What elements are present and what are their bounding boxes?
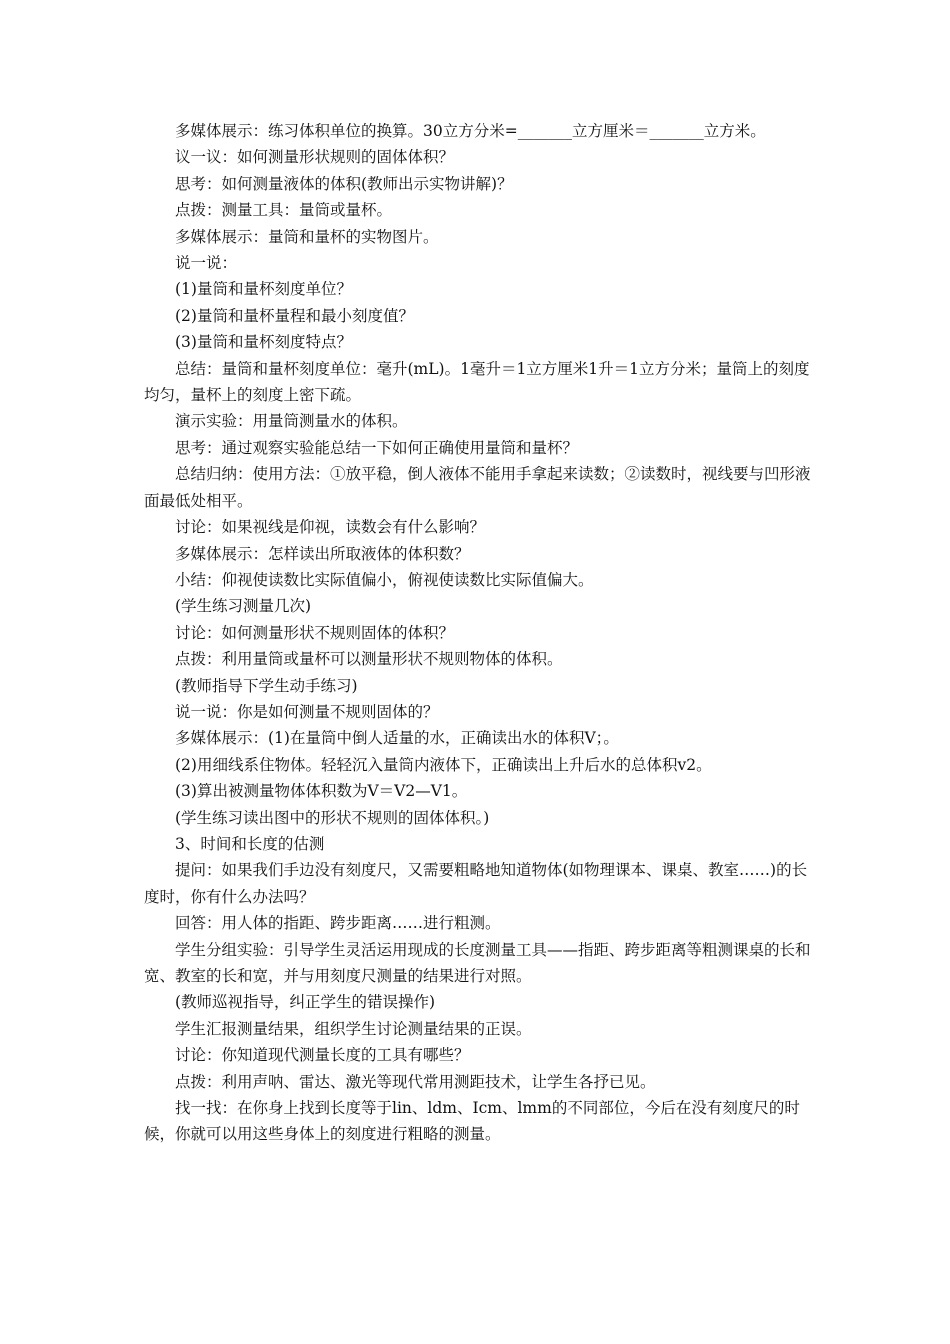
paragraph: 多媒体展示：怎样读出所取液体的体积数？ bbox=[175, 544, 470, 563]
paragraph: (3)算出被测量物体体积数为V＝V2—V1。 bbox=[175, 782, 468, 801]
paragraph: 点拨：利用量筒或量杯可以测量形状不规则物体的体积。 bbox=[175, 650, 563, 669]
paragraph: 多媒体展示：(1)在量筒中倒人适量的水，正确读出水的体积V；。 bbox=[175, 729, 619, 748]
paragraph: 思考：如何测量液体的体积(教师出示实物讲解)？ bbox=[175, 174, 513, 193]
paragraph: (3)量筒和量杯刻度特点？ bbox=[175, 333, 352, 352]
paragraph: (学生练习读出图中的形状不规则的固体体积。) bbox=[175, 808, 490, 827]
paragraph: (2)量筒和量杯量程和最小刻度值？ bbox=[175, 306, 414, 325]
paragraph: 点拨：测量工具：量筒或量杯。 bbox=[175, 201, 393, 220]
paragraph: 多媒体展示：量筒和量杯的实物图片。 bbox=[175, 227, 439, 246]
paragraph: 小结：仰视使读数比实际值偏小，俯视使读数比实际值偏大。 bbox=[175, 570, 594, 589]
paragraph: 讨论：如果视线是仰视，读数会有什么影响？ bbox=[175, 518, 486, 537]
paragraph: 说一说：你是如何测量不规则固体的？ bbox=[175, 702, 439, 721]
paragraph: 多媒体展示：练习体积单位的换算。30立方分米=_______立方厘米＝_______立方米。 bbox=[175, 122, 766, 140]
document-body bbox=[144, 118, 812, 1148]
paragraph: 提问：如果我们手边没有刻度尺，又需要粗略地知道物体(如物理课本、课桌、教室……)的长度时，你有什么办法吗？ bbox=[144, 861, 808, 906]
paragraph: (1)量筒和量杯刻度单位？ bbox=[175, 280, 352, 299]
paragraph: (教师指导下学生动手练习) bbox=[175, 676, 358, 695]
paragraph: 议一议：如何测量形状规则的固体体积？ bbox=[175, 148, 455, 167]
paragraph: 讨论：如何测量形状不规则固体的体积？ bbox=[175, 623, 455, 642]
paragraph: 学生汇报测量结果，组织学生讨论测量结果的正误。 bbox=[175, 1019, 532, 1038]
paragraph: 回答：用人体的指距、跨步距离……进行粗测。 bbox=[175, 914, 501, 933]
paragraph: 总结归纳：使用方法：①放平稳，倒人液体不能用手拿起来读数；②读数时，视线要与凹形液面最低处相平。 bbox=[144, 465, 811, 510]
paragraph: (2)用细线系住物体。轻轻沉入量筒内液体下，正确读出上升后水的总体积v2。 bbox=[175, 755, 712, 774]
paragraph: (教师巡视指导，纠正学生的错误操作) bbox=[175, 993, 436, 1012]
paragraph: 学生分组实验：引导学生灵活运用现成的长度测量工具——指距、跨步距离等粗测课桌的长和宽、教室的长和宽，并与用刻度尺测量的结果进行对照。 bbox=[144, 940, 811, 985]
paragraph: (学生练习测量几次) bbox=[175, 597, 312, 616]
paragraph: 说一说： bbox=[175, 254, 238, 273]
paragraph: 找一找：在你身上找到长度等于lin、ldm、Icm、lmm的不同部位，今后在没有刻度尺的时候，你就可以用这些身体上的刻度进行粗略的测量。 bbox=[144, 1099, 800, 1144]
paragraph: 总结：量筒和量杯刻度单位：毫升(mL)。1毫升＝1立方厘米1升＝1立方分米；量筒上的刻度均匀，量杯上的刻度上密下疏。 bbox=[144, 359, 810, 405]
paragraph: 讨论：你知道现代测量长度的工具有哪些？ bbox=[175, 1046, 470, 1065]
section-heading: 3、时间和长度的估测 bbox=[175, 834, 325, 853]
paragraph: 点拨：利用声呐、雷达、激光等现代常用测距技术，让学生各抒已见。 bbox=[175, 1072, 656, 1091]
paragraph: 思考：通过观察实验能总结一下如何正确使用量筒和量杯？ bbox=[175, 438, 579, 457]
paragraph: 演示实验：用量筒测量水的体积。 bbox=[175, 412, 408, 431]
